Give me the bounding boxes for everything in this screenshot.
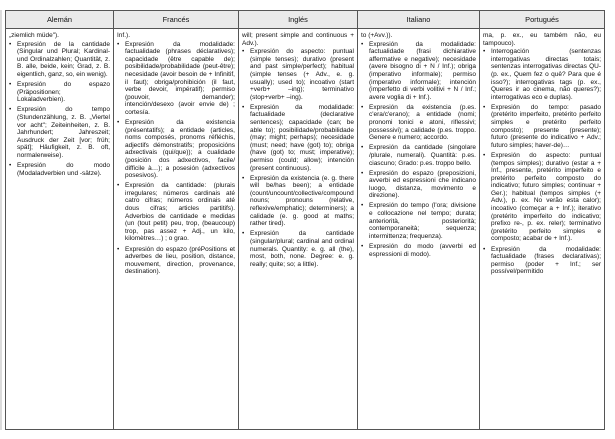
list-item-text: Expresión do aspecto: puntual (tempos simples); durativo (estar a + Inf., presente, pretérito imperfeito e pretérito perfeito composto do indicativo; futuro simples; continuar + Ger.); habitual (tempos simples (+ Adv.), p. ex. No verão esta calor); incoativo (começar a + Inf.); iterativo (pretérito imperfeito do indicativo; prefixo re-, p. ex. reler); terminativo (pretérito perfeito simples e composto; acabar de + Inf.). bbox=[491, 151, 601, 243]
header-row bbox=[6, 11, 605, 29]
list-item-text: Expresión da existencia (p.es. c'era/c'erano); a entidade (nomi; pronomi tonici e atoni, riflessivi; possessivi); a calidade (p.es. troppo. Genere e numero; accordo. bbox=[369, 103, 476, 142]
list-item bbox=[361, 202, 476, 240]
bullet-icon: • bbox=[9, 106, 12, 114]
continued-text: „ziemlich müde"). bbox=[9, 32, 59, 39]
list-item bbox=[117, 246, 235, 276]
list-item bbox=[9, 81, 110, 104]
bullet-icon: • bbox=[361, 169, 364, 177]
bullet-icon: • bbox=[361, 40, 364, 48]
bullet-icon: • bbox=[483, 48, 486, 56]
list-item-text: Expresión da cantidade: (plurais irregulares; números cardinais até catro cifras; números ordinais até dous cifras; articles partitifs). Adverbios de cantidade e medidas (un (tout petit) peu, trop, (beaucoup) trop, pas assez + Adj., un kilo, kilomètres…) ; o grao. bbox=[125, 182, 235, 243]
item-list bbox=[9, 41, 110, 178]
list-item-text: Interrogación (sentenzas interrogativas directas totais; sentenzas interrogativas directas QU- (p. ex., Quem fez o quê? Para que é isso?); interrogativas tags (p. ex., Queres ir ao cinema, não queres?); interrogativas eco e duplas). bbox=[491, 48, 601, 101]
bullet-icon: • bbox=[242, 48, 245, 56]
list-item-text: Expresión do tempo (l'ora; divisione e collocazione nel tempo; durata; anteriorità, posteriorità; contemporaneità; sequenza; intermittenza; frequenza). bbox=[369, 202, 476, 240]
column-ingles bbox=[239, 29, 358, 430]
header-frances: Francés bbox=[114, 11, 239, 29]
column-aleman bbox=[6, 29, 114, 430]
grammar-content-table bbox=[5, 10, 605, 430]
list-item-text: Expresión da modalidade: factualidade (frases declarativas); permiso (poder + Inf.; ser possível/permitido bbox=[491, 245, 601, 276]
list-item-text: Expresión da existencia (e. g. there will be/has been); a entidade (count/uncount/collective/compound nouns; pronouns (relative, reflexive/emphatic); determiners); a calidade (e. g. good at maths; rather tired). bbox=[250, 174, 354, 228]
list-item-text: Expresión do aspecto: puntual (simple tenses); durativo (present and past simple/perfect); habitual (simple tenses (+ Adv., e. g. usually); used to); incoativo (start +verb+ –ing); terminativo (stop+verb+ –ing). bbox=[250, 48, 354, 101]
list-item-text: Expresión do tempo (Stundenzählung, z. B. „Viertel vor acht"; Zeiteinheiten, z. B. Jahrhundert; Jahreszeit; Ausdruck der Zeit [vor; früh; spät]; Häufigkeit, z. B. oft, normalerweise). bbox=[17, 106, 110, 159]
continued-text: to (+Avv.)). bbox=[361, 32, 393, 39]
bullet-icon: • bbox=[9, 40, 12, 48]
bullet-icon: • bbox=[483, 245, 486, 253]
list-item-text: Expresión da modalidade: factualidade (declarative sentences); capacidade (can; be able to); posibilidade/probabilidade (may; might; perhaps); necesidade (must; need; have (got) to); obriga (have (got) to; must; imperative); permiso (could; allow); intención (present continuous). bbox=[250, 103, 354, 172]
bullet-icon: • bbox=[117, 40, 120, 48]
list-item bbox=[242, 175, 354, 228]
bullet-icon: • bbox=[361, 242, 364, 250]
list-item bbox=[361, 104, 476, 142]
list-item bbox=[117, 41, 235, 117]
header-aleman: Alemán bbox=[6, 11, 114, 29]
list-item bbox=[361, 41, 476, 102]
page-edge-stripe bbox=[0, 10, 2, 430]
list-item-text: Expresión do espazo (preposizioni, avverbi ed espressioni che indicano luogo, distanza, movimento e direzione). bbox=[369, 169, 476, 200]
bullet-icon: • bbox=[483, 151, 486, 159]
bullet-icon: • bbox=[361, 103, 364, 111]
list-item bbox=[483, 246, 601, 276]
continued-text: ma, p. ex., eu também não, eu tampouco). bbox=[483, 32, 601, 47]
header-italiano: Italiano bbox=[358, 11, 480, 29]
list-item-text: Expresión da modalidade: factualidade (frasi dichiarative affermative e negative); necesidade (avere bisogno di + N / Inf.); obriga (imperativo informale); permiso (imperativo informale); intención (imperfetto di verbi volitivi + N / Inf.; avere voglia di + Inf.). bbox=[369, 40, 476, 101]
list-item bbox=[117, 119, 235, 180]
list-item bbox=[9, 162, 110, 177]
list-item-text: Expresión do modo (avverbi ed espressioni di modo). bbox=[369, 242, 476, 258]
content-row bbox=[6, 29, 605, 430]
list-item bbox=[242, 48, 354, 101]
list-item bbox=[9, 106, 110, 159]
column-portugues bbox=[480, 29, 605, 430]
bullet-icon: • bbox=[483, 103, 486, 111]
continued-text: Inf.). bbox=[117, 32, 131, 39]
item-list bbox=[242, 48, 354, 268]
bullet-icon: • bbox=[117, 182, 120, 190]
list-item bbox=[483, 48, 601, 101]
item-list bbox=[483, 48, 601, 276]
list-item bbox=[361, 144, 476, 167]
item-list bbox=[117, 41, 235, 276]
bullet-icon: • bbox=[9, 162, 12, 169]
list-item-text: Expresión da existencia (présentatifs); a entidade (articles, noms composés, pronoms réfléchis, adjectifs démonstratifs; proposicións adxectivais (qui/que)); a cualidade (posición dos adxectivos, facile/ difficile à…); a posesión (adxectivos posesivos). bbox=[125, 119, 235, 180]
bullet-icon: • bbox=[361, 144, 364, 152]
list-item-text: Expresión do espazo (Präpositionen; Lokaladverbien). bbox=[17, 81, 110, 104]
header-ingles: Inglés bbox=[239, 11, 358, 29]
continued-text: will; present simple and continuous + Adv.). bbox=[242, 32, 354, 47]
list-item-text: Expresión da cantidade (singular/plural; cardinal and ordinal numerals. Quantity: e. g. all (the), most, both, none. Degree: e. g. really; quite; so; a little). bbox=[250, 230, 354, 268]
bullet-icon: • bbox=[117, 245, 120, 253]
bullet-icon: • bbox=[117, 119, 120, 127]
list-item bbox=[361, 243, 476, 258]
list-item-text: Expresión do espazo (préPositions et adverbes de lieu, position, distance, mouvement, direction, provenance, destination). bbox=[125, 245, 235, 276]
list-item-text: Expresión do tempo: pasado (pretérito imperfeito, pretérito perfeito simples e pretérito perfeito composto); presente (presente); futuro (presente do indicativo + Adv.; futuro simples; haver-de)… bbox=[491, 103, 601, 149]
item-list bbox=[361, 41, 476, 259]
list-item bbox=[242, 230, 354, 268]
bullet-icon: • bbox=[242, 174, 245, 182]
bullet-icon: • bbox=[361, 202, 364, 210]
header-portugues: Portugués bbox=[480, 11, 605, 29]
list-item-text: Expresión da cantidade (singolare /plurale, numerali). Quantità: p.es. ciascuno; Grado: p.es. troppo bello. bbox=[369, 144, 476, 167]
bullet-icon: • bbox=[9, 81, 12, 89]
list-item bbox=[9, 41, 110, 79]
bullet-icon: • bbox=[242, 230, 245, 238]
list-item bbox=[483, 104, 601, 150]
list-item-text: Expresión da modalidade: factualidade (phrases déclaratives); capacidade (être capable de); posibilidade/probabilidade (peut-être); necesidade (avoir besoin de + Infinitif, il faut); obriga/prohibición (il faut, verbe devoir, impératif); permiso (pouvoir, demander); intención/desexo (avoir envie de) ; cortesía. bbox=[125, 40, 235, 116]
list-item bbox=[483, 152, 601, 243]
list-item-text: Expresión do modo (Modaladverbien und -sätze). bbox=[17, 162, 110, 177]
list-item bbox=[242, 104, 354, 172]
bullet-icon: • bbox=[242, 103, 245, 111]
column-frances bbox=[114, 29, 239, 430]
list-item bbox=[117, 182, 235, 243]
list-item bbox=[361, 170, 476, 200]
list-item-text: Expresión de la cantidade (Singular und Plural; Kardinal- und Ordinalzahlen; Quantität, z. B. alle, beide, kein; Grad, z. B. eigentlich, ganz, so, ein wenig). bbox=[17, 40, 110, 78]
column-italiano bbox=[358, 29, 480, 430]
